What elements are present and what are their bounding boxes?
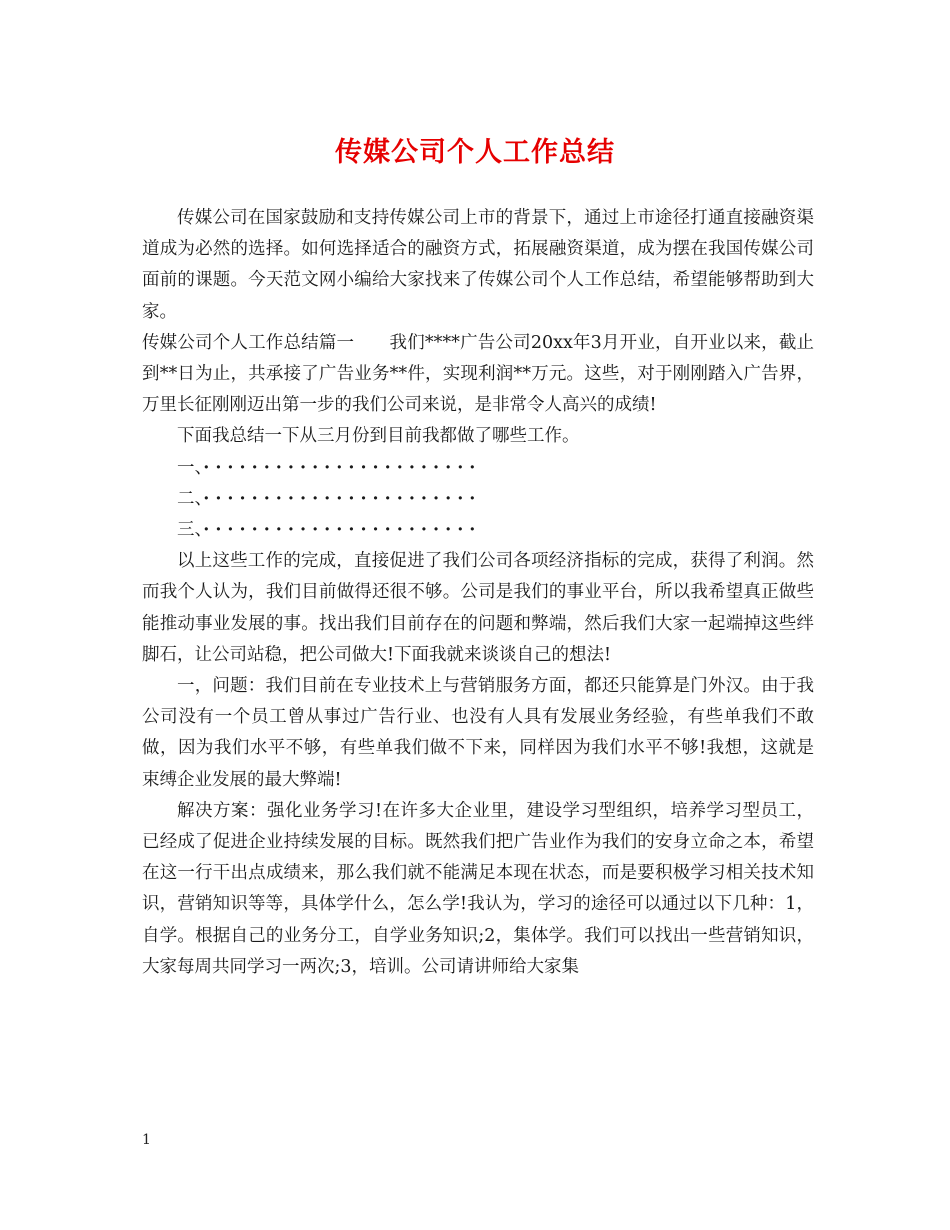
document-body <box>142 203 814 983</box>
list-item-dots: ······················· <box>203 520 482 541</box>
paragraph-section-one: 传媒公司个人工作总结篇一 我们****广告公司20xx年3月开业，自开业以来，截止到**日为止，共承接了广告业务**件，实现利润**万元。这些，对于刚刚踏入广告界，万里长征刚刚迈出第一步的我们公司来说，是非常令人高兴的成绩! <box>142 332 814 416</box>
list-item-label: 一、 <box>177 457 204 478</box>
document-title: 传媒公司个人工作总结 <box>335 137 615 168</box>
paragraph-solution: 解决方案：强化业务学习!在许多大企业里，建设学习型组织，培养学习型员工，已经成了促进企业持续发展的目标。既然我们把广告业作为我们的安身立命之本，希望在这一行干出点成绩来，那么我们就不能满足本现在状态，而是要积极学习相关技术知识，营销知识等等，具体学什么，怎么学!我认为，学习的途径可以通过以下几种：1，自学。根据自己的业务分工，自学业务知识;2，集体学。我们可以找出一些营销知识，大家每周共同学习一两次;3，培训。公司请讲师给大家集 <box>142 800 814 977</box>
list-item-dots: ······················· <box>203 488 482 509</box>
page-number: 1 <box>142 1132 151 1148</box>
list-item-dots: ······················· <box>203 457 482 478</box>
paragraph-intro: 传媒公司在国家鼓励和支持传媒公司上市的背景下，通过上市途径打通直接融资渠道成为必然的选择。如何选择适合的融资方式，拓展融资渠道，成为摆在我国传媒公司面前的课题。今天范文网小编给大家找来了传媒公司个人工作总结，希望能够帮助到大家。 <box>142 208 814 322</box>
paragraph-reflection: 以上这些工作的完成，直接促进了我们公司各项经济指标的完成，获得了利润。然而我个人认为，我们目前做得还很不够。公司是我们的事业平台，所以我希望真正做些能推动事业发展的事。找出我们目前存在的问题和弊端，然后我们大家一起端掉这些绊脚石，让公司站稳，把公司做大!下面我就来谈谈自己的想法! <box>142 551 814 665</box>
list-item-label: 二、 <box>177 488 204 509</box>
paragraph-problem: 一，问题：我们目前在专业技术上与营销服务方面，都还只能算是门外汉。由于我公司没有一个员工曾从事过广告行业、也没有人具有发展业务经验，有些单我们不敢做，因为我们水平不够，有些单我们做不下来，同样因为我们水平不够!我想，这就是束缚企业发展的最大弊端! <box>142 676 814 790</box>
paragraph-summary-lead: 下面我总结一下从三月份到目前我都做了哪些工作。 <box>177 426 580 447</box>
list-item-label: 三、 <box>177 520 204 541</box>
list-item <box>142 453 814 484</box>
list-item <box>142 484 814 515</box>
list-item <box>142 515 814 546</box>
